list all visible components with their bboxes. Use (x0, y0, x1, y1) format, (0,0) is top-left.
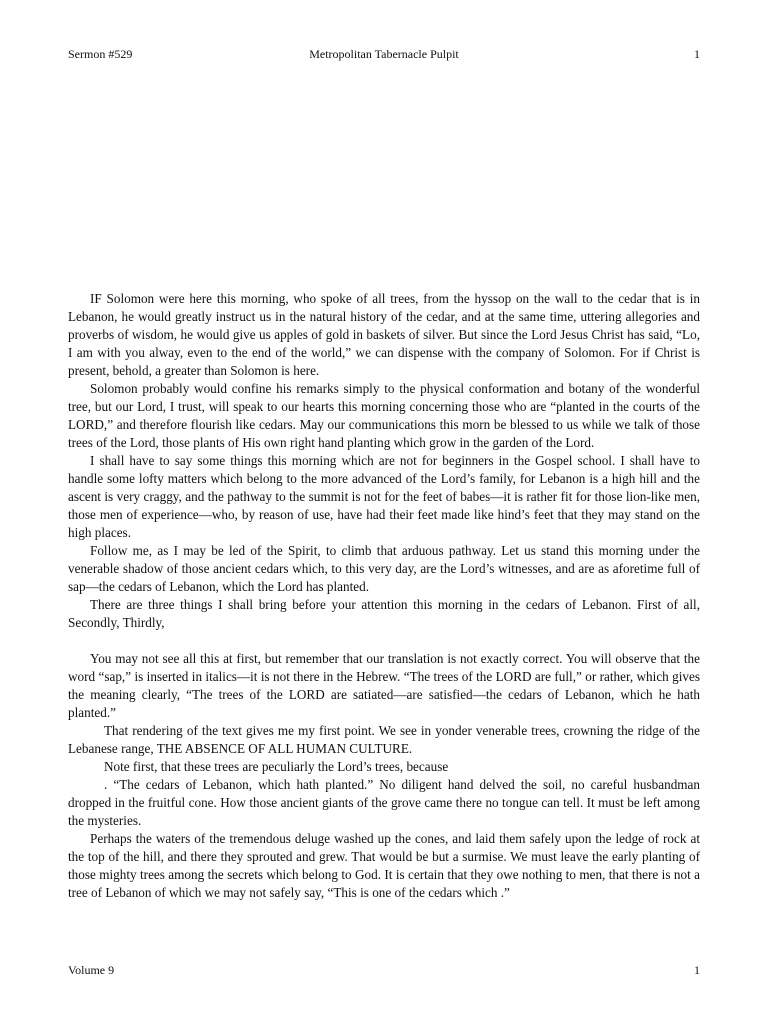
volume-label: Volume 9 (68, 963, 115, 977)
paragraph-8: Note first, that these trees are peculiarly the Lord’s trees, because (104, 759, 449, 774)
paragraph-9: . “The cedars of Lebanon, which hath planted.” No diligent hand delved the soil, no careful husbandman dropped in the fruitful cone. How those ancient giants of the grove came there no tongue can tell. It must be left among the mysteries. (68, 777, 700, 828)
paragraph-1: IF Solomon were here this morning, who spoke of all trees, from the hyssop on the wall to the cedar that is in Lebanon, he would greatly instruct us in the natural history of the cedar, and at the same time, uttering allegories and proverbs of wisdom, he would give us apples of gold in baskets of silver. But since the Lord Jesus Christ has said, “Lo, I am with you alway, even to the end of the world,” we can dispense with the company of Solomon. For if Christ is present, behold, a greater than Solomon is here. (68, 291, 700, 378)
paragraph-2: Solomon probably would confine his remarks simply to the physical conformation and botany of the wonderful tree, but our Lord, I trust, will speak to our hearts this morning concerning those who are “planted in the courts of the LORD,” and therefore flourish like cedars. May our communications this morn be blessed to us while we talk of those trees of the Lord, those plants of His own right hand planting which grow in the garden of the Lord. (68, 381, 700, 450)
sermon-body (68, 290, 700, 902)
sermon-number: Sermon #529 (68, 47, 133, 61)
paragraph-4: Follow me, as I may be led of the Spirit, to climb that arduous pathway. Let us stand this morning under the venerable shadow of those ancient cedars which, to this very day, are the Lord’s witnesses, and are as aforetime full of sap—the cedars of Lebanon, which the Lord has planted. (68, 543, 700, 594)
paragraph-5: There are three things I shall bring before your attention this morning in the cedars of Lebanon. First of all, Secondly, Thirdly, (68, 597, 700, 630)
paragraph-10: Perhaps the waters of the tremendous deluge washed up the cones, and laid them safely upon the ledge of rock at the top of the hill, and there they sprouted and grew. That would be but a surmise. We must leave the early planting of those mighty trees among the secrets which belong to God. It is certain that they owe nothing to men, that there is not a tree of Lebanon of which we may not safely say, “This is one of the cedars which .” (68, 831, 700, 900)
paragraph-3: I shall have to say some things this morning which are not for beginners in the Gospel school. I shall have to handle some lofty matters which belong to the more advanced of the Lord’s family, for Lebanon is a high hill and the ascent is very craggy, and the pathway to the summit is not for the feet of babes—it is rather fit for those lion-like men, those men of experience—who, by reason of use, have had their feet made like hind’s feet that they may stand on the high places. (68, 453, 700, 540)
page-footer (68, 963, 700, 977)
page-header (68, 47, 700, 61)
footer-page-number: 1 (694, 963, 700, 977)
publication-title: Metropolitan Tabernacle Pulpit (309, 47, 459, 61)
header-page-number: 1 (694, 47, 700, 61)
paragraph-6: You may not see all this at first, but remember that our translation is not exactly correct. You will observe that the word “sap,” is inserted in italics—it is not there in the Hebrew. “The trees of the LORD are full,” or rather, which gives the meaning clearly, “The trees of the LORD are satiated—are satisfied—the cedars of Lebanon, which he hath planted.” (68, 651, 700, 720)
paragraph-7: That rendering of the text gives me my first point. We see in yonder venerable trees, crowning the ridge of the Lebanese range, THE ABSENCE OF ALL HUMAN CULTURE. (68, 723, 700, 756)
